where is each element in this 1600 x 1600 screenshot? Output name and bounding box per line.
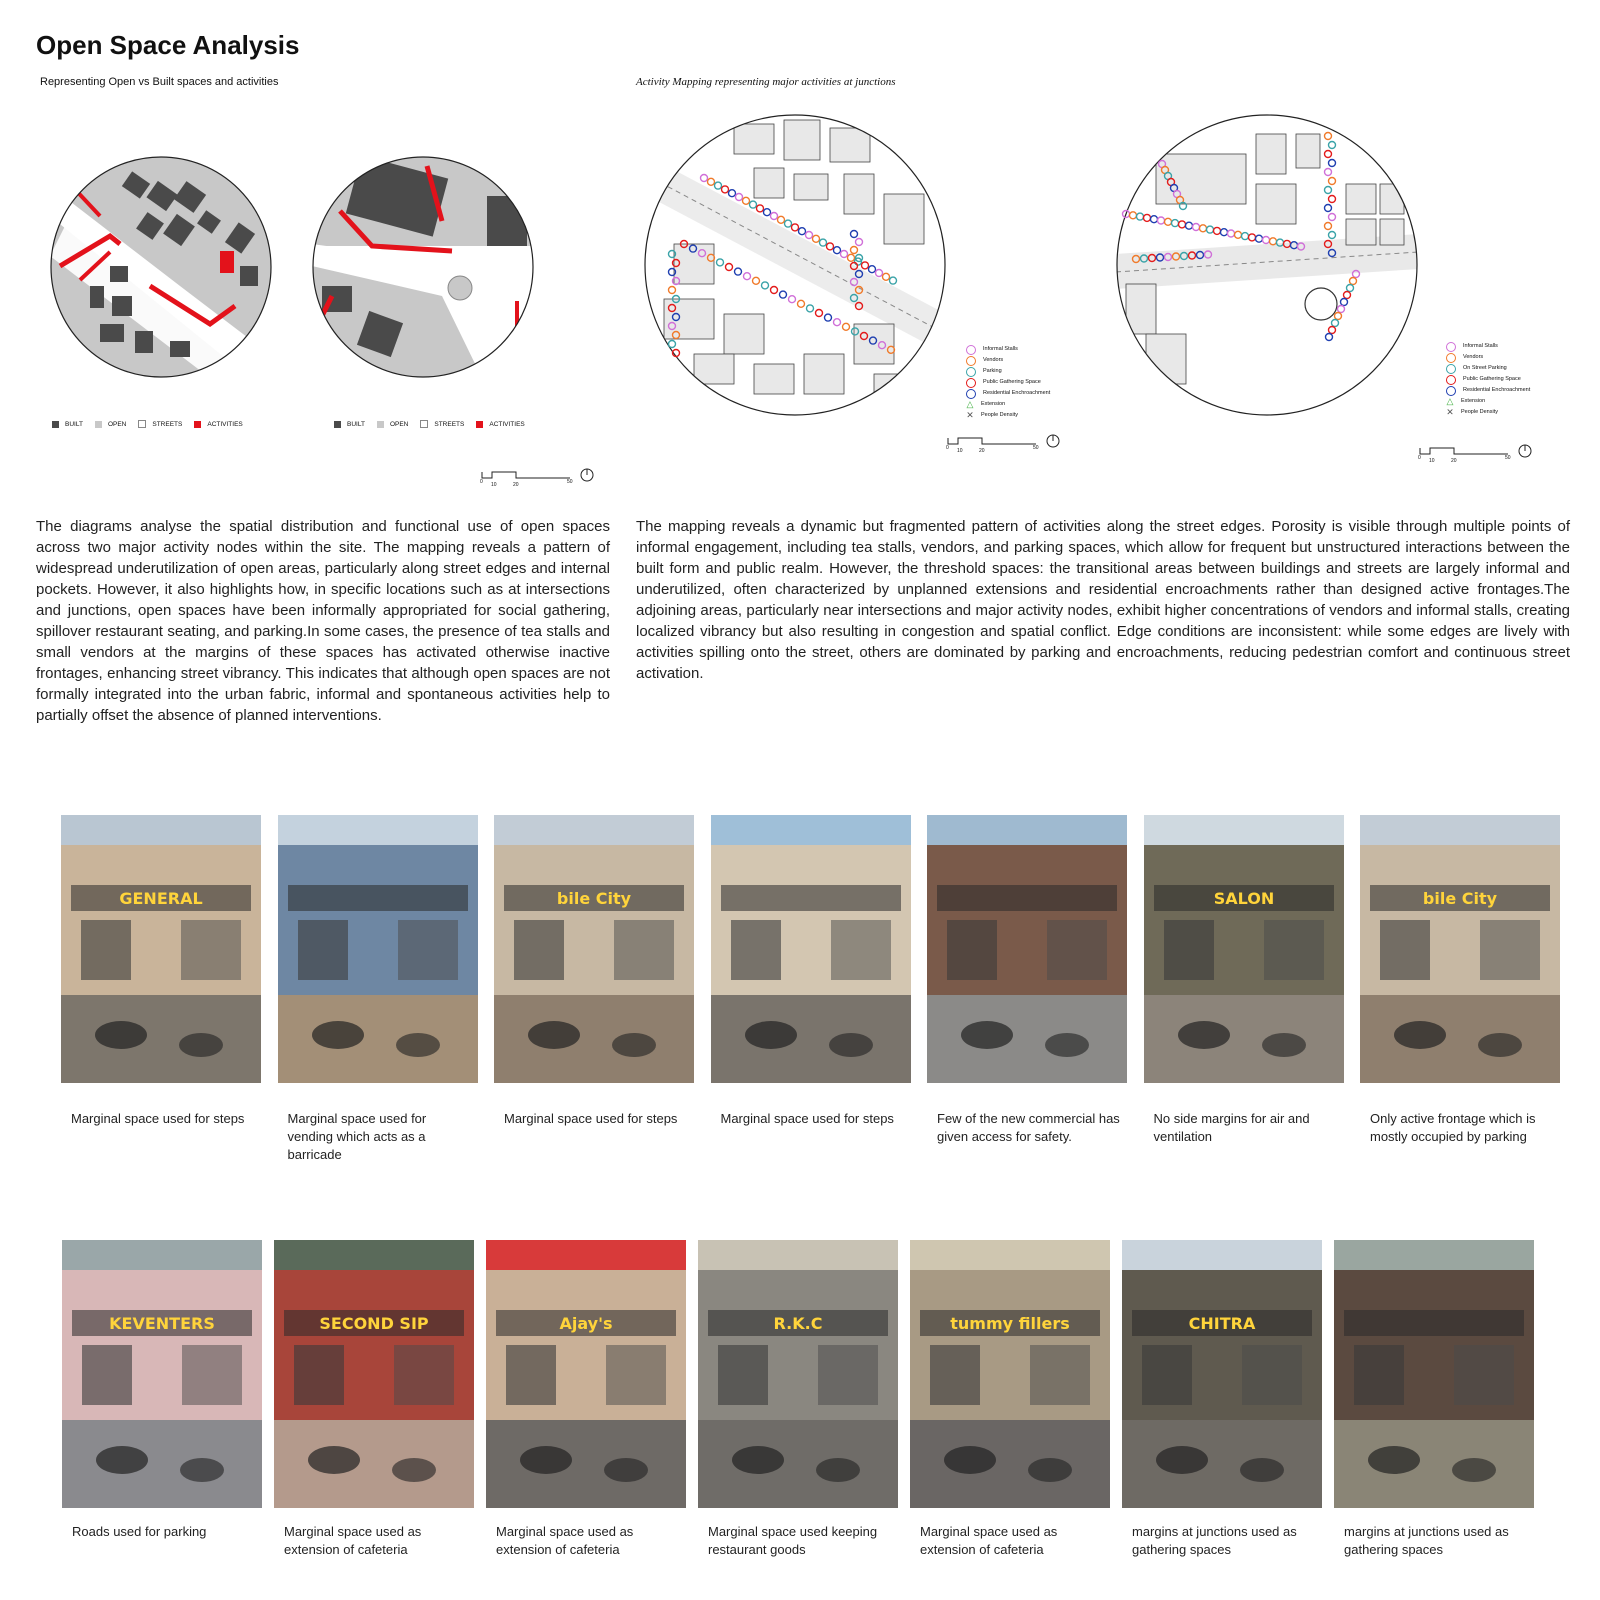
scale-tick-0: 0 (946, 445, 949, 451)
legend-residential-encroachment: Residential Enchroachment (1446, 385, 1530, 396)
site-photo (698, 1240, 898, 1508)
shop-sign-text: KEVENTERS (109, 1314, 215, 1333)
shop-sign-text: SECOND SIP (319, 1314, 429, 1333)
land-use-map-1 (50, 156, 272, 378)
shop-sign-text: SALON (1213, 889, 1274, 908)
land-use-map-2 (312, 156, 534, 378)
shop-sign-text: CHITRA (1188, 1314, 1256, 1333)
legend-open: OPEN (377, 421, 408, 428)
photo-caption: No side margins for air and ventilation (1153, 1111, 1310, 1144)
scale-tick-20: 20 (1451, 458, 1457, 464)
site-photo (910, 1240, 1110, 1508)
scale-bar-1 (480, 468, 600, 492)
site-photo (61, 815, 261, 1083)
legend-people-density: ✕ People Density (966, 410, 1018, 420)
site-photo (927, 815, 1127, 1083)
shop-sign-text: GENERAL (119, 889, 203, 908)
shop-sign-text: R.K.C (773, 1314, 823, 1333)
scale-tick-50: 50 (1505, 455, 1511, 461)
photo-caption: Marginal space used as extension of cafeteria (920, 1524, 1058, 1557)
site-photo (1334, 1240, 1534, 1508)
legend-extension: △ Extension (1446, 396, 1486, 406)
site-photo (278, 815, 478, 1083)
legend-streets: STREETS (138, 420, 182, 428)
scale-tick-50: 50 (1033, 445, 1039, 451)
activity-legend-1 (966, 344, 1050, 421)
site-photo (494, 815, 694, 1083)
photo-caption: Marginal space used for vending which acts as a barricade (287, 1111, 427, 1162)
scale-tick-10: 10 (1429, 458, 1435, 464)
scale-tick-20: 20 (513, 482, 519, 488)
activity-mapping-subtitle: Activity Mapping representing major activities at junctions (636, 76, 896, 88)
legend-built: BUILT (52, 421, 83, 428)
legend-public-gathering: Public Gathering Space (1446, 374, 1530, 385)
site-photo (486, 1240, 686, 1508)
photo-caption: Marginal space used keeping restaurant goods (708, 1524, 878, 1557)
legend-people-density: ✕ People Density (1446, 407, 1498, 417)
scale-bar-3 (1418, 444, 1538, 468)
scale-tick-10: 10 (491, 482, 497, 488)
site-photo (1122, 1240, 1322, 1508)
legend-activities: ACTIVITIES (194, 421, 242, 428)
page-title: Open Space Analysis (36, 30, 300, 60)
photo-caption: Marginal space used for steps (504, 1111, 678, 1126)
legend-residential-encroachment: Residential Enchroachment (966, 388, 1050, 399)
shop-sign-text: tummy fillers (950, 1314, 1070, 1333)
legend-public-gathering: Public Gathering Space (966, 377, 1050, 388)
shop-sign-text: bile City (556, 889, 632, 908)
land-use-legend-2 (334, 420, 525, 428)
scale-tick-0: 0 (480, 479, 483, 485)
legend-built: BUILT (334, 421, 365, 428)
site-photo (62, 1240, 262, 1508)
photo-caption: Only active frontage which is mostly occupied by parking (1370, 1111, 1536, 1144)
open-built-subtitle: Representing Open vs Built spaces and activities (40, 76, 279, 88)
photo-caption: Roads used for parking (72, 1524, 207, 1539)
scale-tick-50: 50 (567, 479, 573, 485)
activity-legend-2 (1446, 341, 1530, 418)
legend-extension: △ Extension (966, 399, 1006, 409)
scale-tick-10: 10 (957, 448, 963, 454)
shop-sign-text: bile City (1422, 889, 1498, 908)
photo-caption: Marginal space used as extension of cafeteria (496, 1524, 634, 1557)
activity-map-2 (1116, 114, 1418, 416)
photo-caption: margins at junctions used as gathering spaces (1132, 1524, 1297, 1557)
legend-open: OPEN (95, 421, 126, 428)
legend-on-street-parking: On Street Parking (1446, 363, 1530, 374)
site-photo (1360, 815, 1560, 1083)
photo-caption: Marginal space used for steps (720, 1111, 894, 1126)
left-analysis-paragraph: The diagrams analyse the spatial distribution and functional use of open spaces across two major activity nodes within the site. The mapping reveals a pattern of widespread underutilization of open areas, particularly along street edges and internal pockets. However, it also highlights how, in specific locations such as at intersections and junctions, open spaces have been informally appropriated for social gathering, spillover restaurant seating, and parking.In some cases, the presence of tea stalls and small vendors at the margins of these spaces has activated otherwise inactive frontages, enhancing street vibrancy. This indicates that although open spaces are not formally integrated into the urban fabric, informal and spontaneous activities help to partially offset the absence of planned interventions. (36, 518, 610, 724)
photo-caption: Few of the new commercial has given access for safety. (937, 1111, 1120, 1144)
scale-tick-20: 20 (979, 448, 985, 454)
legend-parking: Parking (966, 366, 1050, 377)
site-photo (1144, 815, 1344, 1083)
scale-bar-2 (946, 434, 1066, 458)
photo-caption: Marginal space used as extension of cafeteria (284, 1524, 422, 1557)
land-use-legend-1 (52, 420, 243, 428)
site-photo (274, 1240, 474, 1508)
legend-informal-stalls: Informal Stalls (966, 344, 1050, 355)
legend-activities: ACTIVITIES (476, 421, 524, 428)
legend-informal-stalls: Informal Stalls (1446, 341, 1530, 352)
shop-sign-text: Ajay's (559, 1314, 613, 1333)
legend-streets: STREETS (420, 420, 464, 428)
photo-caption: Marginal space used for steps (71, 1111, 245, 1126)
site-photo (711, 815, 911, 1083)
photo-caption: margins at junctions used as gathering spaces (1344, 1524, 1509, 1557)
right-analysis-paragraph: The mapping reveals a dynamic but fragmented pattern of activities along the street edges. Porosity is visible through multiple points of informal engagement, including tea stalls, vendors, and parking spaces, which allow for frequent but unstructured interactions between the built form and public realm. However, the threshold spaces: the transitional areas between buildings and streets are largely informal and underutilized, often characterized by unplanned extensions and residential encroachments rather than designed active frontages.The adjoining areas, particularly near intersections and major activity nodes, exhibit higher concentrations of vendors and informal stalls, creating localized vibrancy but also resulting in congestion and spatial conflict. Edge conditions are inconsistent: while some edges are lively with activities spilling onto the street, others are dominated by parking and encroachments, reducing pedestrian comfort and continuous street activation. (636, 518, 1570, 682)
legend-vendors: Vendors (1446, 352, 1530, 363)
activity-map-1 (644, 114, 946, 416)
scale-tick-0: 0 (1418, 455, 1421, 461)
legend-vendors: Vendors (966, 355, 1050, 366)
